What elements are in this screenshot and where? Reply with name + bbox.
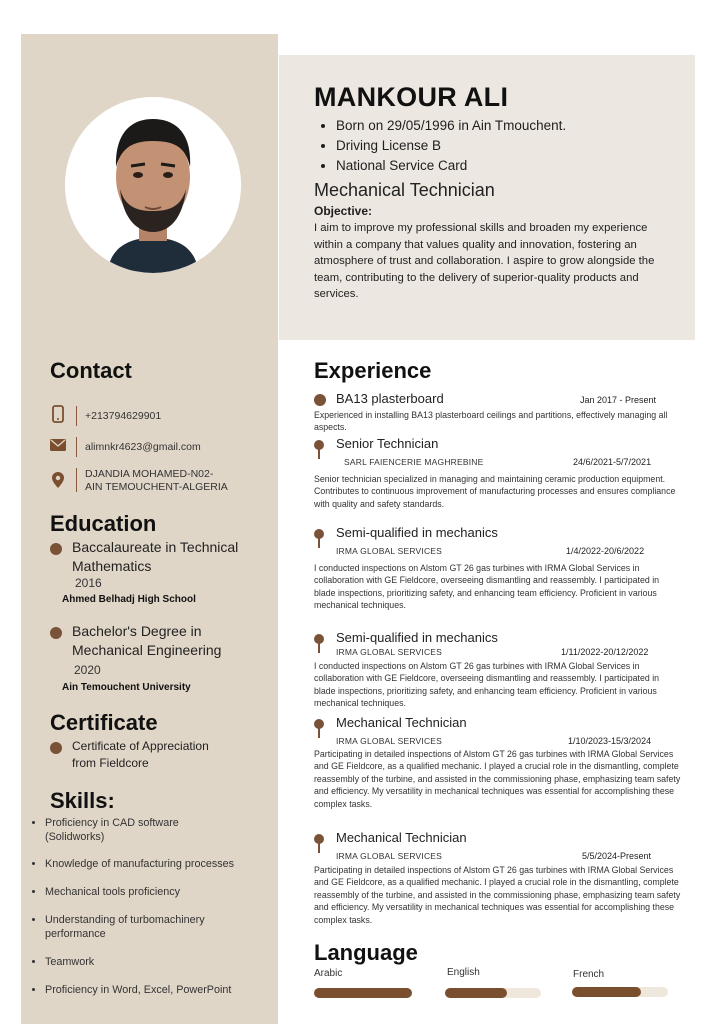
address-text [85, 468, 228, 494]
experience-description: I conducted inspections on Alstom GT 26 gas turbines with IRMA Global Services in collaboration with GE Fieldcore, overseeing dismantling and reassembly. I participated in blade inspections, prioritizing safety, and enhancing team efficiency. Proficient in various mechanical techniques. [314, 661, 660, 709]
phone-number[interactable]: +213794629901 [85, 410, 162, 422]
objective-label: Objective: [314, 204, 373, 218]
language-level-bar [314, 988, 412, 998]
certificate-line: Certificate of Appreciation [72, 739, 209, 753]
certificate-heading: Certificate [50, 710, 158, 735]
experience-title: Mechanical Technician [336, 715, 467, 730]
language-level-fill [445, 988, 507, 998]
address-line: AIN TEMOUCHENT-ALGERIA [85, 481, 228, 493]
education-heading: Education [50, 511, 157, 536]
bullet-dot [50, 742, 62, 754]
experience-date: Jan 2017 - Present [580, 395, 657, 405]
experience-org: IRMA GLOBAL SERVICES [336, 546, 443, 556]
skill-item: • Proficiency in CAD software (Solidworks) [45, 816, 215, 844]
language-name: Arabic [314, 968, 343, 979]
location-pin-icon [50, 468, 66, 488]
experience-heading: Experience [314, 358, 432, 383]
experience-date: 24/6/2021-5/7/2021 [573, 457, 652, 467]
education-item [72, 538, 238, 576]
skill-item: • Proficiency in Word, Excel, PowerPoint [45, 983, 290, 997]
full-name: MANKOUR ALI [314, 82, 509, 112]
skills-heading: Skills: [50, 788, 115, 813]
pin-icon [314, 719, 324, 729]
experience-description: I conducted inspections on Alstom GT 26 gas turbines with IRMA Global Services in collaboration with GE Fieldcore, overseeing dismantling and reassembly. I participated in blade inspections, prioritizing safety, and enhancing team efficiency. Proficient in various mechanical techniques. [314, 563, 660, 611]
language-level-fill [314, 988, 412, 998]
avatar [65, 97, 241, 273]
degree-title: Mechanical Engineering [72, 642, 222, 658]
experience-title: Mechanical Technician [336, 830, 467, 845]
experience-date: 1/10/2023-15/3/2024 [568, 736, 652, 746]
language-level-bar [572, 987, 668, 997]
info-item: • Driving License B [336, 136, 566, 156]
info-item: • National Service Card [336, 156, 566, 176]
pin-icon [314, 440, 324, 450]
experience-date: 1/4/2022-20/6/2022 [566, 546, 645, 556]
skill-item: • Knowledge of manufacturing processes [45, 857, 290, 871]
experience-date: 1/11/2022-20/12/2022 [561, 647, 649, 657]
email-address[interactable]: alimnkr4623@gmail.com [85, 441, 201, 453]
experience-description: Senior technician specialized in managing and maintaining ceramic production equipment. Contributes to continuous improvement of manufacturing processes and ensures compliance with quality and safety standards. [314, 474, 676, 509]
skill-item: • Understanding of turbomachinery performance [45, 913, 245, 941]
contact-phone [50, 406, 161, 426]
pin-icon [314, 834, 324, 844]
skills-list [27, 816, 290, 997]
profile-photo [65, 97, 241, 273]
language-level-bar [445, 988, 541, 998]
experience-date: 5/5/2024-Present [582, 851, 652, 861]
bullet-dot [50, 627, 62, 639]
skill-item: • Mechanical tools proficiency [45, 885, 290, 899]
degree-year: 2020 [74, 663, 101, 677]
language-name: English [447, 967, 480, 978]
pin-icon [314, 634, 324, 644]
education-item [72, 622, 221, 660]
experience-org: IRMA GLOBAL SERVICES [336, 736, 443, 746]
experience-org: SARL FAIENCERIE MAGHREBINE [344, 457, 484, 467]
phone-icon [50, 406, 66, 422]
mail-icon [50, 437, 66, 453]
experience-description: Participating in detailed inspections of Alstom GT 26 gas turbines with IRMA Global Services and GE Fieldcore, as a qualified mechanic. I played a crucial role in the dismantling, complete reassembly of the turbine, and assisted in the commissioning phase, emphasizing team safety and efficiency. My versatility in mechanical techniques was essential for accomplishing these complex tasks. [314, 865, 681, 925]
degree-title: Baccalaureate in Technical [72, 539, 239, 555]
bullet-dot [50, 543, 62, 555]
language-name: French [573, 969, 605, 980]
experience-title: BA13 plasterboard [336, 391, 444, 406]
address-line: DJANDIA MOHAMED-N02- [85, 468, 214, 480]
experience-description: Experienced in installing BA13 plasterboard ceilings and partitions, effectively managing all aspects. [314, 410, 668, 433]
personal-info-list [314, 116, 566, 176]
certificate-item [72, 738, 209, 772]
objective-text: I aim to improve my professional skills and broaden my experience within a company that values quality and innovation, fostering an atmosphere of trust and collaboration. I aspire to grow alongside the team, contributing to the delivery of superior-quality products and services. [314, 222, 655, 301]
school-name: Ahmed Belhadj High School [62, 594, 196, 605]
experience-title: Semi-qualified in mechanics [336, 525, 498, 540]
contact-heading: Contact [50, 358, 132, 383]
contact-address [50, 468, 228, 494]
degree-title: Bachelor's Degree in [72, 623, 202, 639]
skill-item: • Teamwork [45, 955, 290, 969]
info-item: • Born on 29/05/1996 in Ain Tmouchent. [336, 116, 566, 136]
bullet-dot [314, 394, 326, 406]
language-level-fill [572, 987, 641, 997]
certificate-line: from Fieldcore [72, 756, 149, 770]
experience-title: Semi-qualified in mechanics [336, 630, 498, 645]
degree-title: Mathematics [72, 558, 152, 574]
pin-icon [314, 529, 324, 539]
experience-title: Senior Technician [336, 436, 439, 451]
contact-email [50, 437, 201, 457]
degree-year: 2016 [75, 576, 102, 590]
experience-description: Participating in detailed inspections of Alstom GT 26 gas turbines with IRMA Global Services and GE Fieldcore, as a qualified mechanic. I played a crucial role in the dismantling, complete reassembly of the turbine, and assisted in the commissioning phase, emphasizing team safety and efficiency. My versatility in mechanical techniques was essential for accomplishing these complex tasks. [314, 749, 681, 809]
job-title: Mechanical Technician [314, 180, 495, 200]
experience-org: IRMA GLOBAL SERVICES [336, 851, 443, 861]
language-heading: Language [314, 940, 418, 965]
experience-org: IRMA GLOBAL SERVICES [336, 647, 443, 657]
school-name: Ain Temouchent University [62, 682, 191, 693]
